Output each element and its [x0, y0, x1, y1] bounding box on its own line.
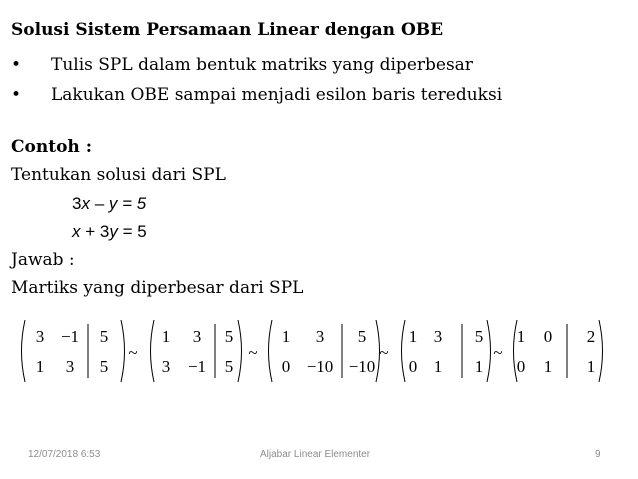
matrix-entry: 1	[543, 357, 553, 376]
matrix-entry: 3	[35, 327, 45, 346]
bullet-text: Tulis SPL dalam bentuk matriks yang diperbesar	[51, 55, 473, 75]
row-equivalent-tilde: ~	[493, 343, 503, 362]
matrix-left-paren	[151, 320, 155, 382]
matrix-entry: 3	[315, 327, 325, 346]
matrix-entry: 0	[281, 357, 291, 376]
matrix-right-paren	[238, 320, 242, 382]
matrix-entry: 1	[586, 357, 596, 376]
matrix-entry: 5	[99, 327, 109, 346]
footer-page-number: 9	[595, 449, 601, 460]
matrix-right-paren	[599, 320, 603, 382]
example-heading: Contoh :	[11, 137, 92, 157]
task-text: Tentukan solusi dari SPL	[11, 165, 226, 185]
bullet-marker: •	[11, 55, 22, 75]
matrix-entry: 3	[161, 357, 171, 376]
equation-1: 3x – y = 5	[72, 194, 147, 213]
matrix-entry: 3	[433, 327, 443, 346]
bullet-marker: •	[11, 85, 22, 105]
row-equivalent-tilde: ~	[248, 343, 258, 362]
equation-2: x + 3y = 5	[72, 222, 147, 241]
row-equivalent-tilde: ~	[128, 343, 138, 362]
matrix-entry: 5	[224, 357, 234, 376]
matrix-entry: 1	[474, 357, 484, 376]
matrix-entry: −10	[306, 357, 334, 376]
matrix-entry: 5	[357, 327, 367, 346]
matrix-entry: −1	[60, 327, 80, 346]
matrix-entry: 0	[543, 327, 553, 346]
matrix-entry: 2	[586, 327, 596, 346]
answer-label: Jawab :	[11, 250, 75, 270]
matrix-sequence	[0, 312, 638, 392]
matrix-entry: 1	[433, 357, 443, 376]
matrix-entry: 1	[516, 327, 526, 346]
matrix-left-paren	[402, 320, 406, 382]
matrix-entry: 0	[408, 357, 418, 376]
matrix-entry: 1	[281, 327, 291, 346]
answer-text: Martiks yang diperbesar dari SPL	[11, 278, 304, 298]
row-equivalent-tilde: ~	[379, 343, 389, 362]
matrix-entry: 3	[65, 357, 75, 376]
footer-date: 12/07/2018 6:53	[28, 449, 101, 460]
matrix-left-paren	[22, 320, 26, 382]
matrix-right-paren	[121, 320, 125, 382]
matrix-entry: 5	[99, 357, 109, 376]
matrix-entry: 3	[192, 327, 202, 346]
bullet-text: Lakukan OBE sampai menjadi esilon baris tereduksi	[51, 85, 503, 105]
matrix-entry: 1	[161, 327, 171, 346]
matrix-left-paren	[269, 320, 273, 382]
matrix-entry: 1	[408, 327, 418, 346]
matrix-right-paren	[487, 320, 491, 382]
matrix-entry: 0	[516, 357, 526, 376]
matrix-entry: 1	[35, 357, 45, 376]
slide-title: Solusi Sistem Persamaan Linear dengan OBE	[11, 20, 444, 40]
footer-course: Aljabar Linear Elementer	[260, 449, 371, 460]
matrix-entry: 5	[224, 327, 234, 346]
matrix-entry: −1	[187, 357, 207, 376]
matrix-entry: 5	[474, 327, 484, 346]
matrix-entry: −10	[348, 357, 376, 376]
